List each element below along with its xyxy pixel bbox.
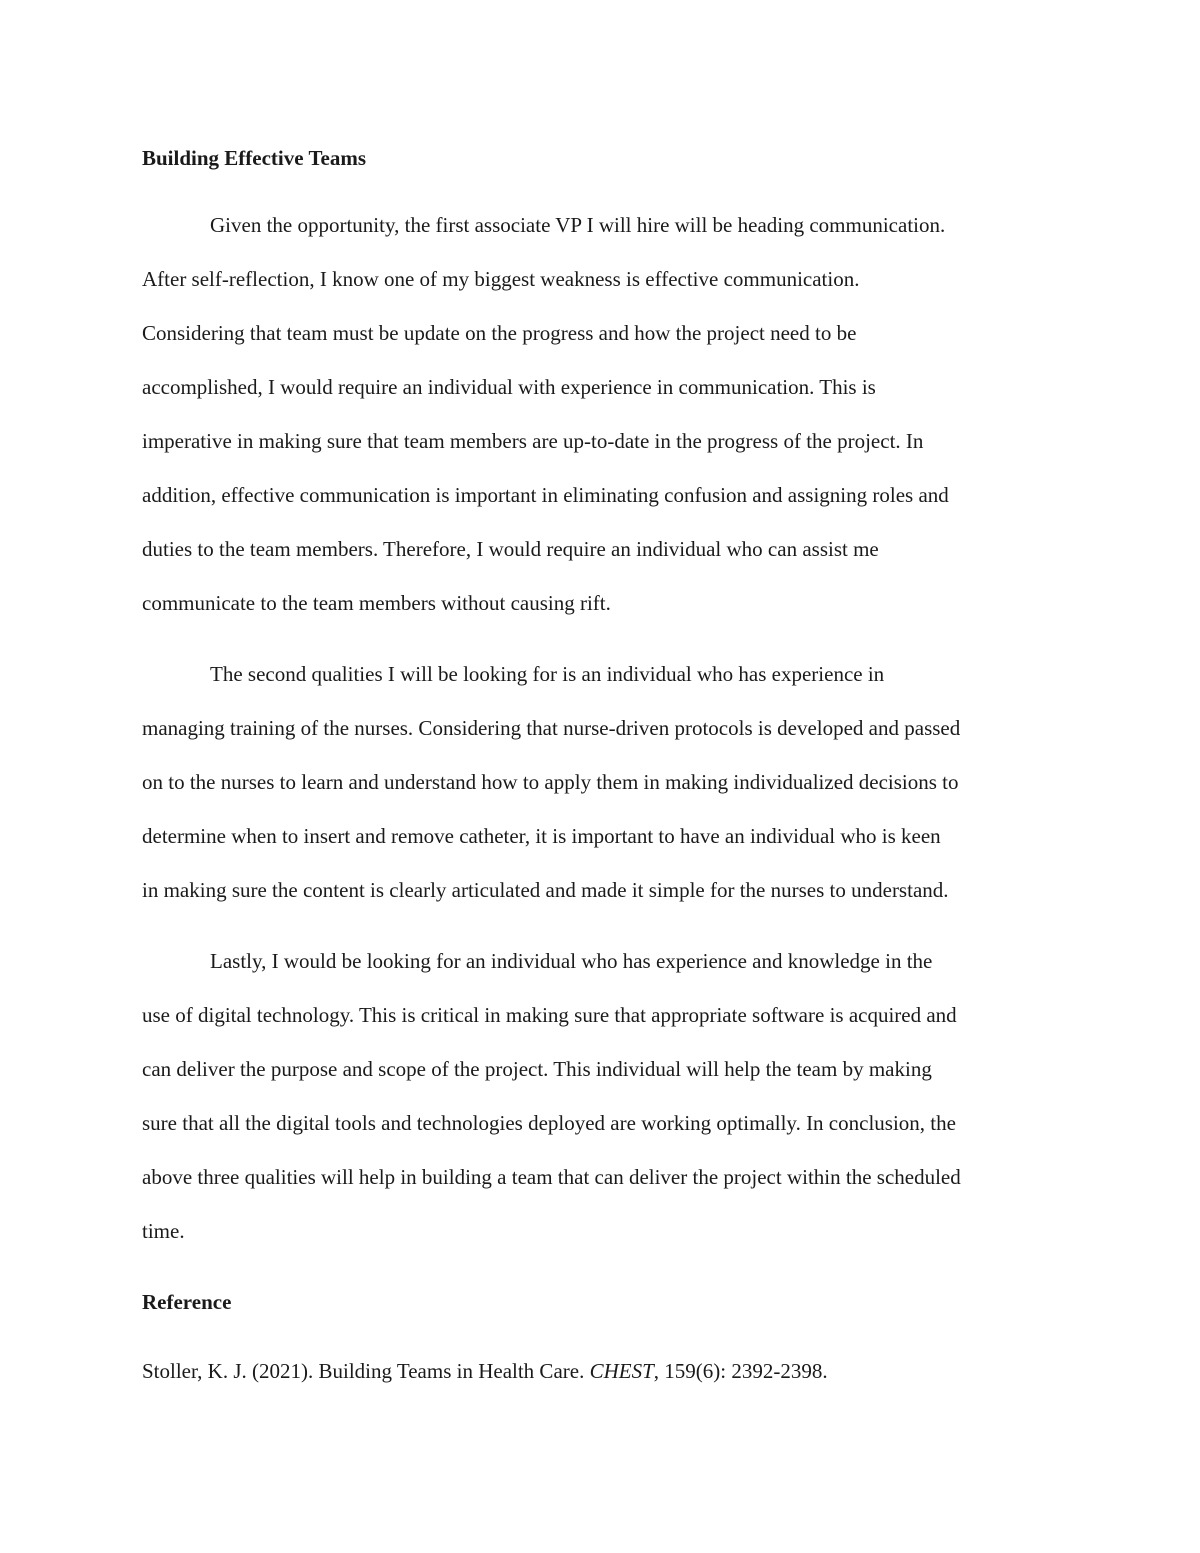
paragraph-line: communicate to the team members without causing rift. (142, 591, 611, 615)
reference-citation: Stoller, K. J. (2021). Building Teams in Health Care. (142, 1359, 590, 1383)
paragraph-line: use of digital technology. This is critical in making sure that appropriate software is acquired and (142, 1003, 957, 1027)
paragraph-2 (142, 647, 1072, 917)
paragraph-line: in making sure the content is clearly articulated and made it simple for the nurses to understand. (142, 878, 949, 902)
paragraph-1 (142, 198, 1072, 630)
paragraph-line: can deliver the purpose and scope of the project. This individual will help the team by making (142, 1057, 932, 1081)
reference-volume-pages: , 159(6): 2392-2398. (653, 1359, 828, 1383)
paragraph-line: above three qualities will help in building a team that can deliver the project within the scheduled (142, 1165, 961, 1189)
reference-journal: CHEST (589, 1359, 654, 1383)
paragraph-line: sure that all the digital tools and technologies deployed are working optimally. In conclusion, the (142, 1111, 956, 1135)
paragraph-line: time. (142, 1219, 185, 1243)
paragraph-line: managing training of the nurses. Considering that nurse-driven protocols is developed and passed (142, 716, 961, 740)
paragraph-line: The second qualities I will be looking for is an individual who has experience in (210, 662, 885, 686)
paragraph-line: on to the nurses to learn and understand how to apply them in making individualized decisions to (142, 770, 959, 794)
reference-entry (142, 1357, 828, 1385)
reference-heading: Reference (142, 1290, 232, 1314)
paragraph-line: addition, effective communication is important in eliminating confusion and assigning roles and (142, 483, 949, 507)
paragraph-line: duties to the team members. Therefore, I would require an individual who can assist me (142, 537, 879, 561)
paragraph-line: Lastly, I would be looking for an individual who has experience and knowledge in the (210, 949, 933, 973)
paragraph-line: Given the opportunity, the first associate VP I will hire will be heading communication. (210, 213, 946, 237)
document-title: Building Effective Teams (142, 146, 367, 170)
paragraph-line: imperative in making sure that team members are up-to-date in the progress of the project. In (142, 429, 924, 453)
paragraph-line: After self-reflection, I know one of my biggest weakness is effective communication. (142, 267, 860, 291)
paragraph-line: accomplished, I would require an individual with experience in communication. This is (142, 375, 876, 399)
paragraph-line: Considering that team must be update on the progress and how the project need to be (142, 321, 857, 345)
paragraph-line: determine when to insert and remove catheter, it is important to have an individual who is keen (142, 824, 941, 848)
paragraph-3 (142, 934, 1072, 1258)
